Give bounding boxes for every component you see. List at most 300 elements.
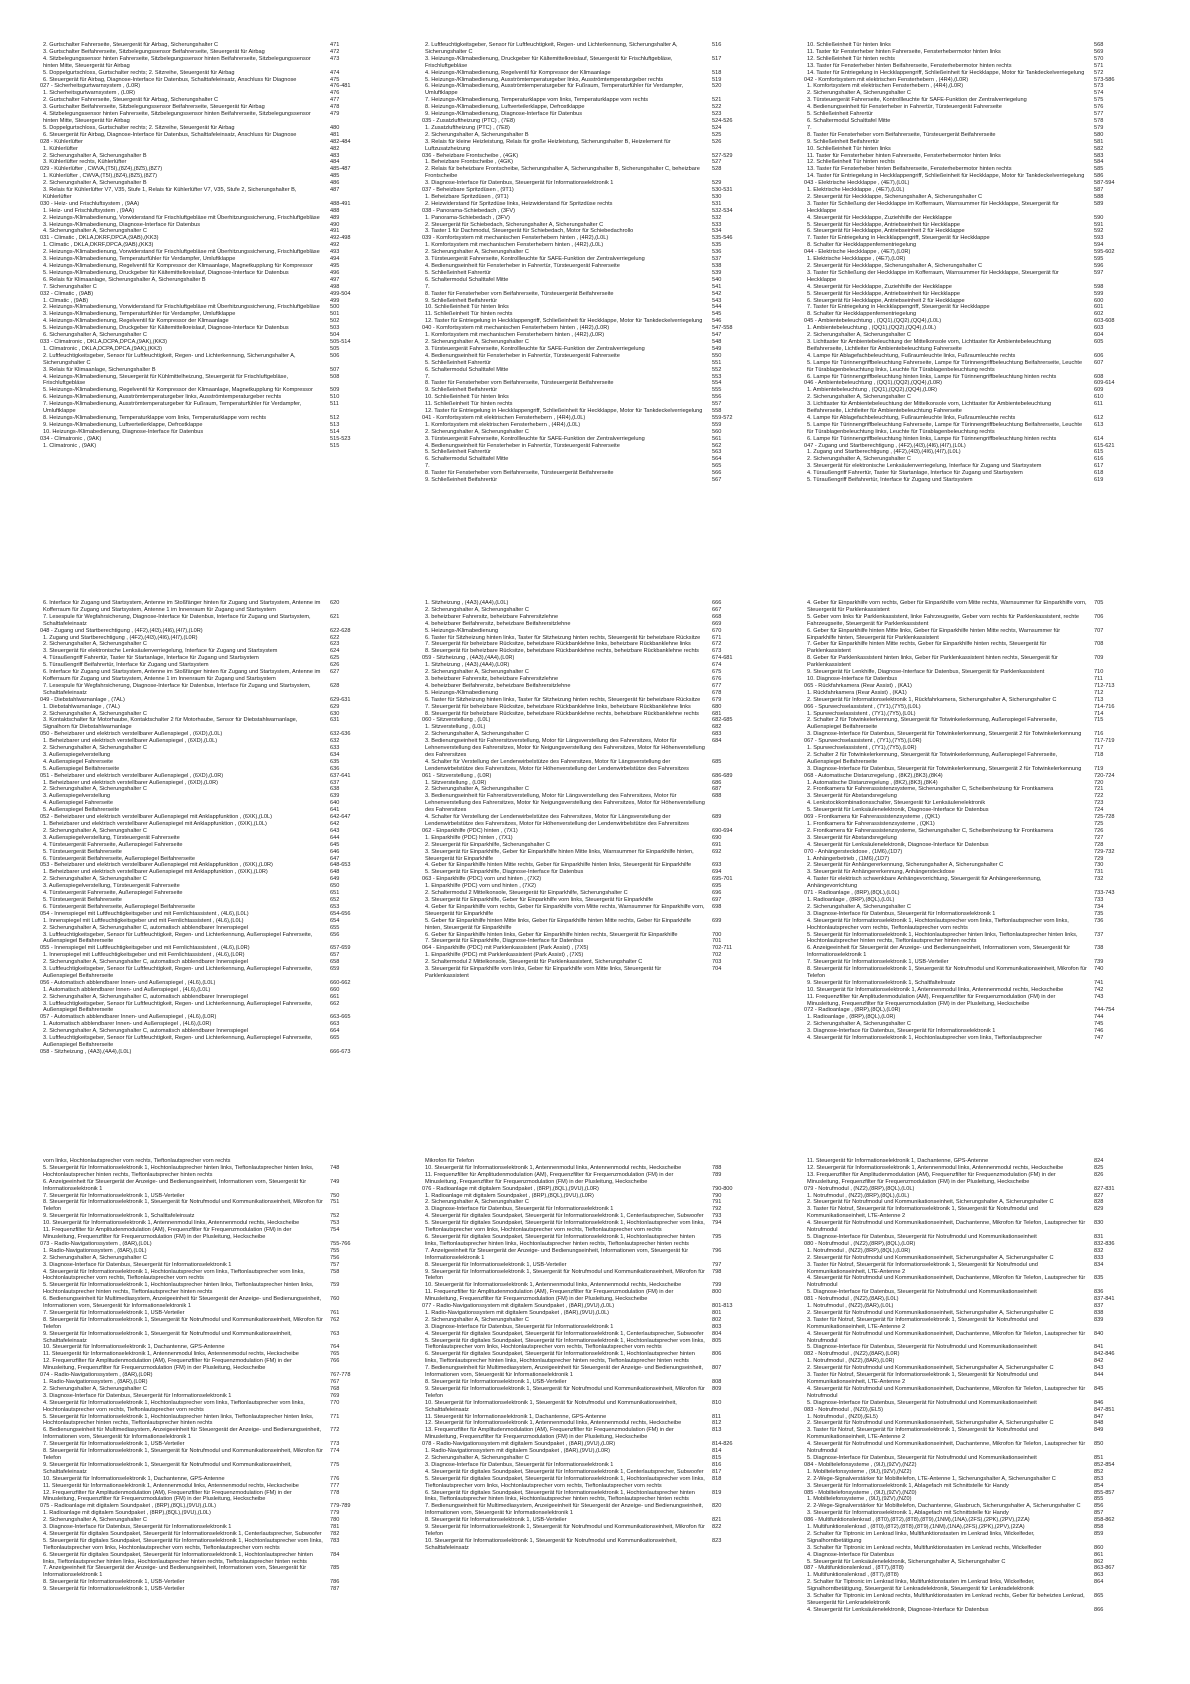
- entry-title: 1. Rückfahrkamera (Rear Assist) , (KA1): [807, 689, 907, 696]
- entry-title: 10. Steuergerät für Informationselektronik 1, Dachantenne, GPS-Antenne: [43, 1344, 225, 1351]
- entry-page-number: 575: [1094, 97, 1104, 104]
- index-entry: [422, 648, 768, 655]
- entry-title: 2. Relais für beheizbare Frontscheibe, Sicherungshalter A, Sicherungshalter B, Sicherungshalter C, beheizbare Frontscheibe: [425, 166, 700, 180]
- entry-title: 9. Steuergerät für Informationselektronik 1, Steuergerät für Notrufmodul und Kommunikationseinheit, Schalttafeleinsatz: [43, 1330, 292, 1344]
- entry-title: 8. Geber für Parklenkassistent hinten links, Geber für Parklenkassistent hinten rechts, Steuergerät für Parklenkassistent: [807, 655, 1058, 669]
- index-section-heading: [40, 773, 386, 780]
- index-entry: [804, 1199, 1150, 1206]
- entry-page-number: 516: [712, 42, 722, 48]
- index-entry: [40, 738, 386, 745]
- index-entry: [804, 959, 1150, 966]
- entry-page-number: 820: [712, 1503, 722, 1510]
- index-entry: [804, 235, 1150, 242]
- index-entry: [40, 1158, 386, 1165]
- entry-page-number: 812: [712, 1420, 722, 1427]
- entry-title: 3. beheizbarer Fahrersitz, beheizbare Fahrersitzlehne: [425, 675, 559, 682]
- entry-page-number: 535-546: [712, 235, 733, 242]
- index-entry: [804, 1255, 1150, 1262]
- entry-title: 12. Steuergerät für Informationselektronik 1, Antennenmodul links, Antennenmodul rechts, Heckscheibe: [425, 1420, 682, 1427]
- entry-title: 2. Luftfeuchtigkeitsgeber, Sensor für Luftfeuchtigkeit, Regen- und Lichterkennung, Sicherungshalter A, Sicherungshalter C: [43, 352, 296, 366]
- entry-page-number: 602: [1094, 311, 1104, 318]
- index-entry: [40, 394, 386, 401]
- entry-page-number: 836: [1094, 1289, 1104, 1296]
- index-entry: [422, 862, 768, 869]
- entry-title: 9. Schließeinheit Beifahrertür: [425, 477, 498, 484]
- entry-title: 3. Steuergerät für Einparkhilfe, Geber für Einparkhilfe vorn links, Steuergerät für Einparkhilfe: [425, 896, 654, 903]
- entry-page-number: 641: [330, 807, 340, 814]
- entry-title: 2. Schalter für Tiptronic im Lenkrad links, Multifunktionstasten im Lenkrad links, Wickelfeder, Signalhorntbetätigung, Steuergerät für Lenkradelektronik, Steuergerät für Lenkradelektronik: [807, 1579, 1035, 1593]
- entry-page-number: 557: [712, 401, 722, 408]
- index-entry: [804, 1455, 1150, 1462]
- index-section-heading: [804, 249, 1150, 256]
- entry-page-number: 716: [1094, 731, 1104, 738]
- entry-page-number: 679: [712, 696, 722, 703]
- entry-page-number: 553: [712, 373, 722, 380]
- index-entry: [422, 1234, 768, 1248]
- entry-page-number: 494: [330, 256, 340, 263]
- entry-page-number: 666-673: [330, 1048, 351, 1055]
- entry-page-number: 474: [330, 69, 340, 76]
- entry-page-number: 632: [330, 738, 340, 745]
- entry-page-number: 827-831: [1094, 1185, 1115, 1192]
- index-entry: [804, 821, 1150, 828]
- entry-title: 2. Schaltermodul 2 Mittelkonsole, Steuergerät für Einparkhilfe, Sicherungshalter C: [425, 890, 628, 897]
- entry-title: 1. Radioanlage , (8RP),(8QL),(L0R): [807, 1014, 896, 1021]
- index-entry: [804, 1400, 1150, 1407]
- index-entry: [804, 932, 1150, 946]
- index-entry: [40, 1193, 386, 1200]
- entry-page-number: 523: [712, 111, 722, 118]
- entry-title: 2. Sicherungshalter A, Sicherungshalter C: [807, 456, 911, 463]
- index-entry: [40, 1220, 386, 1227]
- entry-page-number: 749: [330, 1178, 340, 1185]
- entry-title: 1. Radio-Navigationssystem mit digitalem Soundpaket , (8AR),(9VU),(L0R): [425, 1448, 610, 1455]
- entry-title: 8. Taster für Fensterheber vorn Beifahrerseite, Türsteuergerät Beifahrerseite: [807, 131, 996, 138]
- index-entry: [40, 1296, 386, 1310]
- entry-page-number: 686: [712, 779, 722, 786]
- index-entry: [422, 1206, 768, 1213]
- entry-page-number: 674-681: [712, 655, 733, 662]
- index-entry: [40, 173, 386, 180]
- entry-page-number: 774: [330, 1448, 340, 1455]
- index-entry: [422, 932, 768, 939]
- index-entry: [422, 1199, 768, 1206]
- index-entry: [804, 904, 1150, 911]
- index-entry: [422, 759, 768, 773]
- entry-title: 5. Heizungs-/Klimabedienung, Ausströmtemperaturgeber links, Ausströmtemperaturgeber rechts: [425, 76, 664, 83]
- index-section-heading: [40, 862, 386, 869]
- index-entry: [422, 201, 768, 208]
- entry-page-number: 480: [330, 124, 340, 131]
- index-entry: [804, 669, 1150, 676]
- entry-page-number: 768: [330, 1385, 340, 1392]
- entry-title: 5. Türsteuergerät Beifahrerseite: [43, 896, 122, 903]
- index-entry: [40, 704, 386, 711]
- index-section-heading: [422, 208, 768, 215]
- entry-page-number: 755: [330, 1247, 340, 1254]
- index-section-heading: [804, 1007, 1150, 1014]
- entry-title: 2. Sicherungshalter A, Sicherungshalter C: [43, 641, 147, 648]
- entry-page-number: 752: [330, 1213, 340, 1220]
- index-entry: [804, 1158, 1150, 1165]
- index-entry: [40, 318, 386, 325]
- entry-page-number: 837: [1094, 1303, 1104, 1310]
- index-entry: [804, 374, 1150, 381]
- entry-page-number: 526: [712, 138, 722, 145]
- index-entry: [40, 648, 386, 655]
- index-section-heading: [804, 1186, 1150, 1193]
- index-entry: [422, 401, 768, 408]
- entry-page-number: 610: [1094, 394, 1104, 401]
- entry-page-number: 835: [1094, 1275, 1104, 1282]
- entry-page-number: 715: [1094, 717, 1104, 724]
- entry-page-number: 648: [330, 869, 340, 876]
- index-entry: [804, 111, 1150, 118]
- index-entry: [422, 835, 768, 842]
- entry-title: 5. Steuergerät für Heckklappe, Antriebseinheit für Heckklappe: [807, 221, 960, 228]
- index-entry: [804, 766, 1150, 773]
- entry-title: 4. Heizungs-/Klimabedienung, Regelventil für Kompressor der Klimaanlage: [43, 318, 229, 325]
- entry-title: 7. Lesespule für Wegfahrsicherung, Diagnose-Interface für Datenbus, Interface für Zugang und Startsystem, Schalttafeleinsatz: [43, 613, 311, 627]
- index-section-heading: [804, 773, 1150, 780]
- index-entry: [40, 367, 386, 374]
- index-entry: [804, 711, 1150, 718]
- index-entry: [804, 187, 1150, 194]
- index-entry: [804, 945, 1150, 959]
- entry-page-number: 573: [1094, 83, 1104, 90]
- index-entry: [422, 704, 768, 711]
- index-entry: [40, 952, 386, 959]
- entry-page-number: 844: [1094, 1372, 1104, 1379]
- entry-title: 3. Steuergerät für elektronische Lenksäulenverriegelung, Interface für Zugang und Startsystem: [43, 648, 278, 655]
- entry-title: 3. Heizungs-/Klimabedienung, Temperaturfühler für Verdampfer, Umluftklappe: [43, 256, 236, 263]
- entry-page-number: 677: [712, 682, 722, 689]
- index-section-heading: [804, 77, 1150, 84]
- index-entry: [804, 387, 1150, 394]
- entry-title: 13. Frequenzfilter für Amplitudenmodulation (AM), Frequenzfilter für Frequenzmodulation (FM) in der Minusleitung, Frequenzfilter für Frequenzmodulation (FM) in der Plusleitung, Heckscheibe: [807, 1171, 1056, 1185]
- entry-title: 6. Bedienungseinheit für Multimediasystem, Anzeigeeinheit für Steuergerät der Anzeige- und Bedienungseinheit, Informationen vorn, Steuergerät für Informationselektronik 1: [43, 1296, 321, 1310]
- entry-page-number: 753: [330, 1220, 340, 1227]
- entry-title: 1. Ambientebeleuchtung , (QQ1),(QQ2),(QQ4),(L0R): [807, 387, 937, 394]
- index-entry: [804, 800, 1150, 807]
- index-entry: [40, 994, 386, 1001]
- index-entry: [40, 187, 386, 201]
- entry-page-number: 707: [1094, 627, 1104, 634]
- entry-title: 3. Relais für kleine Heizleistung, Relais für große Heizleistung, Sicherungshalter B, Heizelement für Luftzusatzheizung: [425, 138, 671, 152]
- entry-title: 1. Sicherheitsgurtwarnsystem , (L0R): [43, 90, 136, 97]
- entry-title: 041 - Komfortsystem mit elektrischen Fensterhebern , (4R4),(L0L): [422, 414, 586, 421]
- entry-title: 081 - Notrufmodul , (NZ2),(8AR),(L0L): [804, 1296, 899, 1303]
- entry-page-number: 597: [1094, 269, 1104, 276]
- entry-page-number: 617: [1094, 463, 1104, 470]
- index-entry: [804, 1028, 1150, 1035]
- entry-page-number: 576: [1094, 104, 1104, 111]
- entry-page-number: 709: [1094, 655, 1104, 662]
- entry-page-number: 779: [330, 1510, 340, 1517]
- entry-title: 1. Radio-Navigationssystem , (8AR),(L0L): [43, 1247, 147, 1254]
- entry-title: 4. Sitzbelegungssensor hinten Fahrerseite, Sitzbelegungssensor hinten Beifahrerseite, Sitzbelegungssensor hinten Mitte, Steuergerät für Airbag: [43, 111, 311, 124]
- entry-title: 4. Steuergerät für digitales Soundpaket, Steuergerät für Informationselektronik 1, Centerlautsprecher, Subwoofer: [425, 1468, 704, 1475]
- entry-page-number: 684: [712, 738, 722, 745]
- index-section-heading: [422, 1441, 768, 1448]
- entry-title: 3. Diagnose-Interface für Datenbus, Steuergerät für Informationselektronik 1: [425, 1323, 614, 1330]
- index-section-heading: [40, 814, 386, 821]
- entry-title: 2. Steuergerät für Notrufmodul und Kommunikationseinheit, Sicherungshalter A, Sicherungshalter C: [807, 1254, 1054, 1261]
- index-entry: [804, 49, 1150, 56]
- index-entry: [422, 1324, 768, 1331]
- index-entry: [804, 987, 1150, 994]
- entry-title: 2. Sicherungshalter A, Sicherungshalter C: [807, 90, 911, 97]
- entry-title: 2. Sicherungshalter A, Sicherungshalter C: [425, 249, 529, 256]
- index-entry: [40, 153, 386, 160]
- entry-page-number: 521: [712, 97, 722, 104]
- entry-page-number: 733-743: [1094, 890, 1115, 897]
- entry-page-number: 659: [330, 966, 340, 973]
- entry-title: 1. Radio-Navigationssystem , (8AR),(L0R): [43, 1379, 148, 1385]
- entry-title: 083 - Notrufmodul , (NZ0),(EL5): [804, 1406, 883, 1413]
- index-entry: [40, 1490, 386, 1504]
- entry-page-number: 587-594: [1094, 180, 1115, 187]
- index-entry: [422, 332, 768, 339]
- index-entry: [804, 1021, 1150, 1028]
- index-entry: [422, 1317, 768, 1324]
- entry-page-number: 496: [330, 269, 340, 276]
- entry-page-number: 538: [712, 263, 722, 269]
- index-band-top: [40, 42, 1150, 530]
- entry-page-number: 477: [330, 97, 340, 104]
- entry-page-number: 562: [712, 442, 722, 449]
- index-entry: [40, 277, 386, 284]
- index-entry: [40, 215, 386, 222]
- index-entry: [804, 415, 1150, 422]
- index-entry: [422, 443, 768, 450]
- entry-page-number: 605: [1094, 338, 1104, 345]
- entry-page-number: 609-614: [1094, 380, 1115, 387]
- entry-title: 2. Sicherungshalter A, Sicherungshalter B: [43, 152, 147, 159]
- entry-title: 1. Automatisch abblendbarer Innen- und Außenspiegel , (4L6),(L0L): [43, 986, 211, 993]
- entry-title: 4. Schalter für Verstellung der Lendenwirbelstütze des Fahrersitzes, Motor für Längsverstellung der Lendenwirbelstütze des Fahrersitzes, Motor für Höhenverstellung der Lendenwirbelstütze des Fahrersitzes: [425, 814, 689, 827]
- entry-page-number: 629: [330, 703, 340, 710]
- index-entry: [804, 1572, 1150, 1579]
- index-entry: [40, 856, 386, 863]
- index-entry: [40, 1179, 386, 1193]
- index-entry: [422, 456, 768, 463]
- entry-page-number: 761: [330, 1309, 340, 1316]
- entry-title: 1. Anhängerbetrieb , (1M6),(1D7): [807, 855, 890, 862]
- index-entry: [422, 1414, 768, 1421]
- entry-title: 7. Steuergerät für beheizbare Rücksitze, beheizbare Rückbanklehne links, beheizbare Rückbanklehne links: [425, 641, 691, 648]
- index-entry: [804, 325, 1150, 332]
- entry-title: 3. Lichttaster für Ambientebeleuchtung der Mittelkonsole vorn, Lichttaster für Ambientebeleuchtung Beifahrerseite, Lichtleiter für Ambientebeleuchtung Fahrerseite: [807, 401, 1052, 415]
- entry-title: 8. Steuergerät für Informationselektronik 1, USB-Verteiler: [43, 1579, 185, 1586]
- index-entry: [804, 90, 1150, 97]
- entry-title: 3. Kontaktschalter für Motorhaube, Kontaktschalter 2 für Motorhaube, Sensor für Diebstahlwarnanlage, Signalhorn für Diebstahlwarnanlage: [43, 717, 298, 731]
- entry-page-number: 579: [1094, 124, 1104, 131]
- index-entry: [804, 132, 1150, 139]
- entry-title: 4. Steuergerät für Heckklappe, Zuziehhilfe der Heckklappe: [807, 283, 952, 290]
- entry-page-number: 542: [712, 290, 722, 297]
- index-entry: [40, 284, 386, 291]
- entry-title: 3. Diagnose-Interface für Datenbus, Steuergerät für Informationselektronik 1: [43, 1261, 232, 1268]
- entry-page-number: 499-504: [330, 290, 351, 297]
- index-section-heading: [40, 1503, 386, 1510]
- index-entry: [40, 159, 386, 166]
- entry-title: 2. Steuergerät für Heckklappe, Sicherungshalter A, Sicherungshalter C: [807, 263, 983, 269]
- index-entry: [40, 1517, 386, 1524]
- entry-page-number: 476: [330, 90, 340, 97]
- entry-page-number: 670: [712, 627, 722, 634]
- entry-page-number: 514: [330, 428, 340, 435]
- entry-title: 8. Schalter für Heckklappenfernentriegelung: [807, 242, 917, 249]
- index-entry: [422, 83, 768, 97]
- entry-page-number: 510: [330, 394, 340, 401]
- entry-title: 1. Radioanlage , (8RP),(8QL),(L0L): [807, 896, 895, 903]
- index-section-heading: [804, 738, 1150, 745]
- entry-title: 13. Frequenzfilter für Amplitudenmodulation (AM), Frequenzfilter für Frequenzmodulation (FM) in der Minusleitung, Frequenzfilter für Frequenzmodulation (FM) in der Plusleitung, Heckscheibe: [425, 1427, 674, 1441]
- index-entry: [40, 1524, 386, 1531]
- entry-page-number: 729-732: [1094, 848, 1115, 855]
- entry-title: 11. Taster für Fensterheber hinten Fahrerseite, Fensterhebermotor hinten links: [807, 152, 1001, 159]
- entry-title: 1. Mobiltelefonsysteme , (9IJ),(9ZV),(NZ2): [807, 1468, 912, 1475]
- entry-page-number: 741: [1094, 979, 1104, 986]
- entry-title: 4. Lampe für Ablagefachbeleuchtung, Fußraumleuchte links, Fußraumleuchte rechts: [807, 352, 1016, 359]
- entry-page-number: 794: [712, 1220, 722, 1227]
- entry-page-number: 818: [712, 1475, 722, 1482]
- entry-page-number: 832: [1094, 1247, 1104, 1254]
- index-entry: [40, 1165, 386, 1179]
- index-section-heading: [422, 1186, 768, 1193]
- entry-title: 044 - Elektrische Heckklappe , (4E7),(L0R): [804, 249, 911, 256]
- index-section-heading: [804, 890, 1150, 897]
- entry-title: 5. Heizungs-/Klimabedienung, Druckgeber für Kältemittelkreislauf, Diagnose-Interface für Datenbus: [43, 269, 289, 276]
- entry-page-number: 612: [1094, 414, 1104, 421]
- entry-title: 8. Steuergerät für beheizbare Rücksitze, beheizbare Rückbanklehne rechts, beheizbare Rückbanklehne rechts: [425, 710, 699, 717]
- entry-page-number: 501: [330, 311, 340, 318]
- index-entry: [422, 1420, 768, 1427]
- entry-page-number: 640: [330, 800, 340, 807]
- entry-page-number: 857: [1094, 1510, 1104, 1517]
- entry-title: 1. Notrufmodul , (NZ2),(8AR),(L0R): [807, 1358, 895, 1365]
- entry-title: 8. Steuergerät für Informationselektronik 1, USB-Verteiler: [425, 1379, 567, 1385]
- entry-title: 2. Gurtschalter Fahrerseite, Steuergerät für Airbag, Sicherungshalter C: [43, 97, 219, 104]
- entry-title: 1. Beheizbarer und elektrisch verstellbarer Außenspiegel mit Anklappfunktion , (6XK),(L0R): [43, 869, 268, 876]
- index-entry: [804, 1552, 1150, 1559]
- index-entry: [422, 139, 768, 153]
- entry-page-number: 486: [330, 180, 340, 187]
- entry-page-number: 660: [330, 986, 340, 993]
- index-entry: [804, 436, 1150, 443]
- entry-page-number: 718: [1094, 751, 1104, 758]
- entry-page-number: 511: [330, 401, 339, 408]
- entry-page-number: 781: [330, 1524, 340, 1531]
- entry-title: 2. Sicherungshalter A, Sicherungshalter C, automatisch abblendbarer Innenspiegel: [43, 993, 248, 1000]
- entry-page-number: 710: [1094, 669, 1104, 676]
- entry-title: 5. Doppelgurtschloss, Gurtschalter rechts; 2. Sitzreihe, Steuergerät für Airbag: [43, 124, 235, 131]
- index-entry: [40, 415, 386, 422]
- index-entry: [40, 270, 386, 277]
- entry-title: 3. Luftfeuchtigkeitsgeber, Sensor für Luftfeuchtigkeit, Regen- und Lichterkennung, Außenspiegel Fahrerseite, Außenspiegel Beifahrerseite: [43, 1035, 313, 1048]
- entry-page-number: 713: [1094, 696, 1104, 703]
- entry-page-number: 637-641: [330, 772, 351, 779]
- entry-title: Mikrofon für Telefon: [425, 1158, 475, 1164]
- index-section-heading: [422, 235, 768, 242]
- entry-page-number: 654-656: [330, 910, 351, 917]
- index-section-heading: [40, 166, 386, 173]
- index-entry: [422, 1220, 768, 1234]
- index-entry: [40, 1586, 386, 1593]
- entry-title: 6. Relais für Klimaanlage, Sicherungshalter A, Sicherungshalter B: [43, 276, 206, 283]
- entry-title: 4. Außenspiegel Fahrerseite: [43, 758, 113, 765]
- entry-title: 080 - Notrufmodul , (NZ2),(8RP),(8QL),(L0R): [804, 1240, 916, 1247]
- entry-title: 4. Heizungs-/Klimabedienung, Steuergerät für Kühlmittelheizung, Steuergerät für Frischluftgebläse, Frischluftgebläse: [43, 373, 289, 387]
- entry-title: 062 - Einparkhilfe (PDC) hinten , (7X1): [422, 827, 518, 834]
- entry-title: 7. Steuergerät für Informationselektronik 1, USB-Verteiler: [43, 1441, 185, 1448]
- entry-title: 2. Frontkamera für Fahrerassistenzsysteme, Sicherungshalter C, Scheibenheizung für Frontkamera: [807, 786, 1054, 793]
- index-entry: [422, 477, 768, 484]
- index-entry: [40, 1400, 386, 1414]
- entry-title: 2. Sicherungshalter A, Sicherungshalter C: [425, 428, 529, 435]
- entry-title: 5. Außenspiegel Beifahrerseite: [43, 765, 120, 772]
- entry-title: 6. Taster für Sitzheizung hinten links, Taster für Sitzheizung hinten rechts, Steuergerät für beheizbare Rücksitze: [425, 634, 701, 641]
- index-entry: [804, 1579, 1150, 1593]
- index-entry: [40, 759, 386, 766]
- index-entry: [40, 669, 386, 683]
- entry-page-number: 744-754: [1094, 1007, 1115, 1014]
- entry-page-number: 525: [712, 131, 722, 138]
- entry-page-number: 755-766: [330, 1240, 351, 1247]
- index-entry: [40, 1255, 386, 1262]
- index-entry: [804, 1607, 1150, 1614]
- entry-page-number: 682-685: [712, 717, 733, 724]
- index-entry: [422, 367, 768, 374]
- entry-page-number: 653: [330, 903, 340, 910]
- entry-page-number: 787: [330, 1586, 340, 1593]
- entry-title: 5. Heizungs-/Klimabedienung, Druckgeber für Kältemittelkreislauf, Diagnose-Interface für Datenbus: [43, 325, 289, 332]
- entry-page-number: 814: [712, 1448, 722, 1455]
- entry-page-number: 805: [712, 1337, 722, 1344]
- entry-page-number: 650: [330, 883, 340, 890]
- index-entry: [422, 1331, 768, 1338]
- entry-page-number: 837-841: [1094, 1296, 1115, 1303]
- entry-title: 4. Bedienungseinheit für Fensterheber in Fahrertür, Türsteuergerät Fahrerseite: [807, 104, 1002, 111]
- entry-title: 3. Steuergerät für Einparkhilfe vorn links, Geber für Einparkhilfe vorn Mitte links, Steuergerät für Parklenkassistent: [425, 966, 662, 979]
- entry-title: 1. Notrufmodul , (NZ2),(8RP),(8QL),(L0L): [807, 1192, 910, 1199]
- entry-page-number: 524-526: [712, 117, 733, 124]
- index-section-heading: [804, 1407, 1150, 1414]
- index-section-heading: [40, 628, 386, 635]
- index-column-right: [804, 600, 1150, 1042]
- entry-page-number: 476-481: [330, 83, 351, 90]
- entry-title: 1. Multifunktionslenkrad , (8T7),(8T8): [807, 1572, 899, 1579]
- entry-title: 7. Heizungs-/Klimabedienung, Ausströmtemperaturgeber für Fußraum, Temperaturfühler für Verdampfer, Umluftklappe: [43, 401, 302, 415]
- index-entry: [422, 1455, 768, 1462]
- index-entry: [422, 1282, 768, 1289]
- entry-title: 1. Komfortsystem mit mechanischen Fensterhebern hinten , (4R2),(L0L): [425, 242, 604, 249]
- index-entry: [40, 56, 386, 70]
- entry-page-number: 807: [712, 1365, 722, 1372]
- entry-page-number: 630: [330, 710, 340, 717]
- index-entry: [40, 332, 386, 339]
- entry-title: 5. Schließeinheit Fahrertür: [807, 111, 873, 118]
- entry-page-number: 592: [1094, 228, 1104, 235]
- entry-title: 4. Lenkstockkombinationsschalter, Steuergerät für Lenksäulenelektronik: [807, 800, 986, 807]
- entry-title: 4. Steuergerät für Lenksäulenelektronik, Diagnose-Interface für Datenbus: [807, 1606, 989, 1613]
- entry-page-number: 767: [330, 1379, 340, 1385]
- entry-page-number: 536: [712, 249, 722, 256]
- index-entry: [40, 1021, 386, 1028]
- index-entry: [422, 228, 768, 235]
- entry-title: 6. Interface für Zugang und Startsystem, Antenne im Stoßfänger hinten für Zugang und Startsystem, Antenne im Kofferraum für Zugang und Startsystem, Antenne 1 im Innenraum für Zugang und Startsystem: [43, 669, 321, 682]
